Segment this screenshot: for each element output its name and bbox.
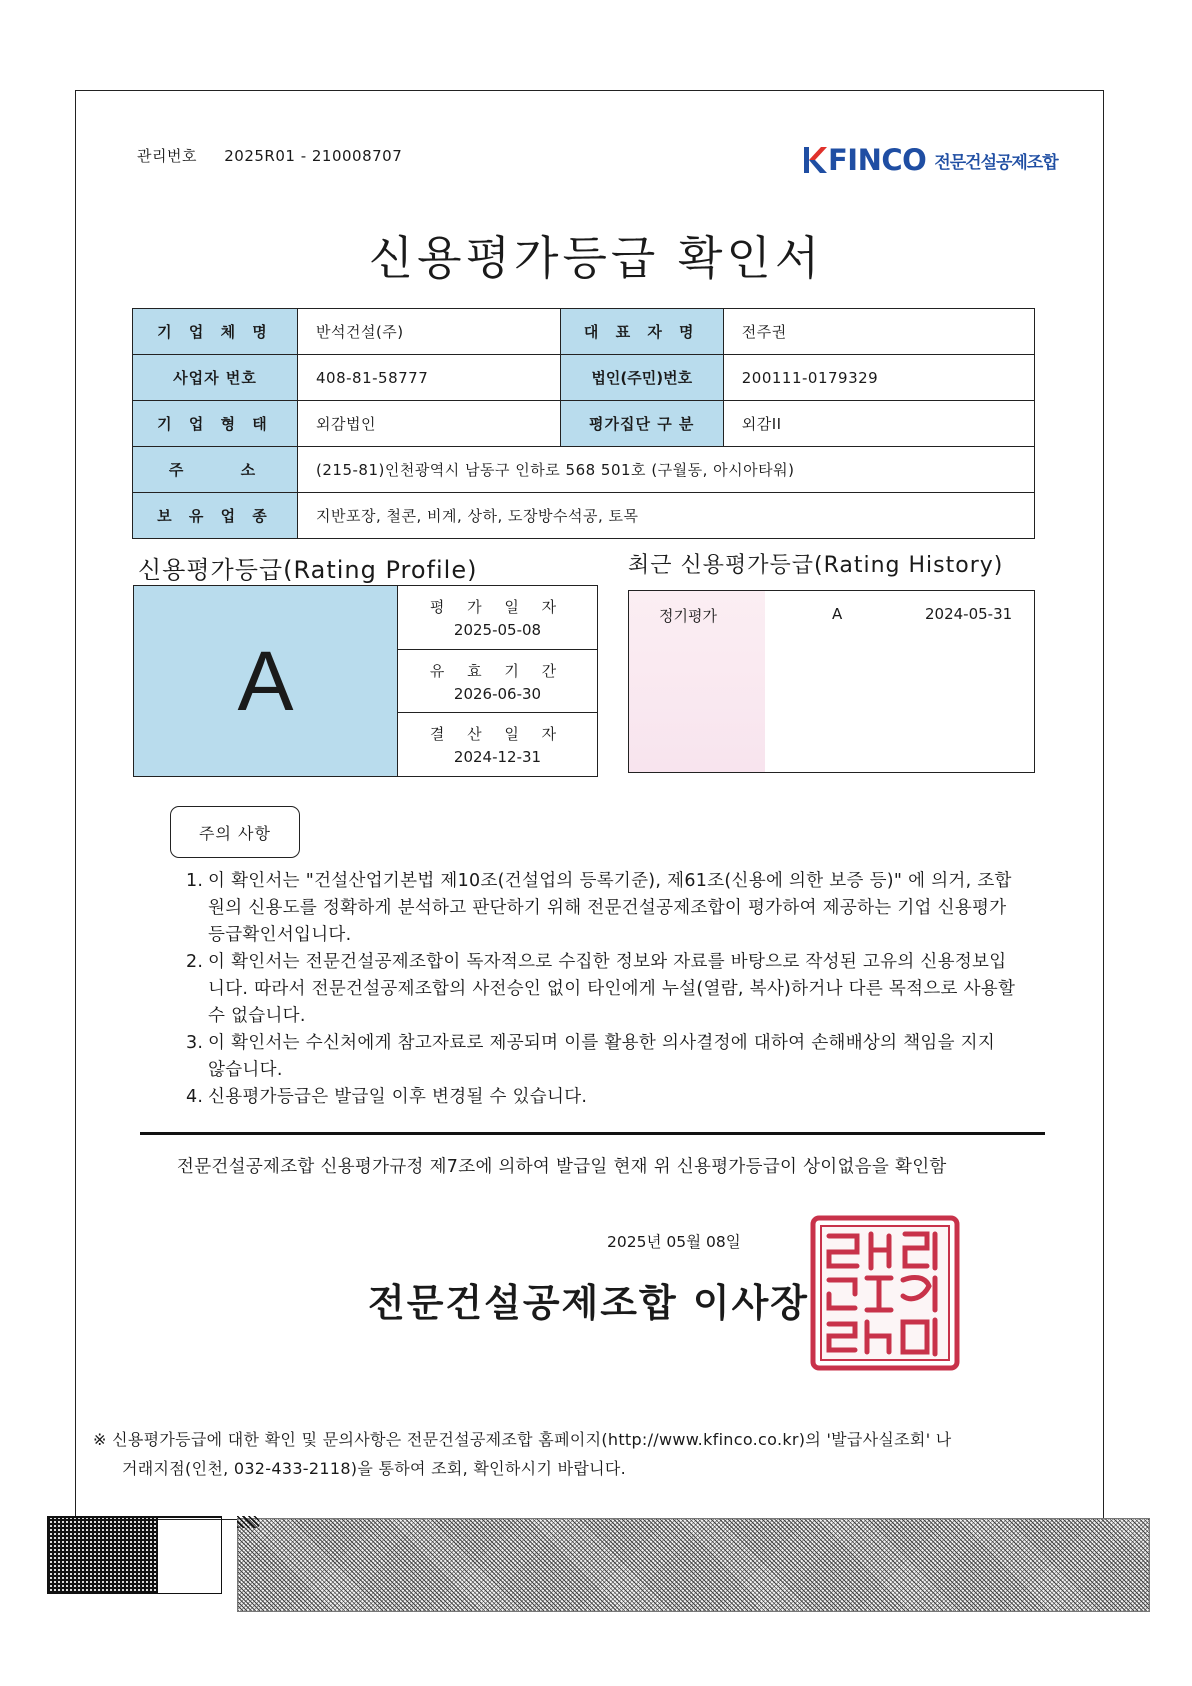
kfinco-logo [803,140,1058,180]
validity-value: 2026-06-30 [453,684,542,703]
qr-code-frame [157,1516,222,1594]
evaluation-date-value: 2025-05-08 [453,620,542,639]
company-info-table [132,308,1035,539]
official-seal-icon [809,1214,961,1372]
logo-brand-text: FINCO [828,143,927,177]
evaluation-date-cell [398,586,597,650]
notice-title: 주의 사항 [170,806,300,858]
rating-dates [398,586,597,776]
management-number-label: 관리번호 [137,147,197,165]
management-number-value: 2025R01 - 210008707 [224,147,403,165]
evaluation-group-value: 외감II [723,401,1034,447]
document-title: 신용평가등급 확인서 [368,231,824,285]
footer-line-1: ※ 신용평가등급에 대한 확인 및 문의사항은 전문건설공제조합 홈페이지(http://www.kfinco.co.kr)의 '발급사실조회' 나 [93,1430,952,1449]
footer-line-2: 거래지점(인천, 032-433-2118)을 통하여 조회, 확인하시기 바랍니다. [122,1459,626,1478]
corporate-number-label: 법인(주민)번호 [560,355,723,401]
table-row [133,355,1035,401]
validity-label: 유 효 기 간 [429,661,566,680]
company-name-value: 반석건설(주) [298,309,561,355]
corporate-number-value: 200111-0179329 [723,355,1034,401]
table-row [133,309,1035,355]
settlement-date-cell [398,713,597,776]
table-row [133,447,1035,493]
list-item [186,949,1016,1030]
list-item [186,1030,1016,1084]
notice-number: 3. [186,1033,204,1053]
evaluation-group-label: 평가집단 구 분 [560,401,723,447]
notice-list [186,868,1016,1111]
list-item [186,868,1016,949]
business-type-value: 지반포장, 철콘, 비계, 상하, 도장방수석공, 토목 [298,493,1035,539]
k-logo-icon [803,145,827,175]
footer-note [93,1425,1093,1483]
qr-code-top-rule [47,1516,222,1518]
settlement-date-label: 결 산 일 자 [429,725,566,744]
history-type: 정기평가 [659,607,717,625]
management-number [137,145,402,166]
company-name-label: 기 업 체 명 [133,309,298,355]
signer-name: 전문건설공제조합 이사장 [368,1281,810,1325]
notice-number: 1. [186,871,204,891]
evaluation-date-label: 평 가 일 자 [429,597,566,616]
address-value: (215-81)인천광역시 남동구 인하로 568 501호 (구월동, 아시아타워) [298,447,1035,493]
divider [140,1132,1045,1135]
business-number-value: 408-81-58777 [298,355,561,401]
history-date: 2024-05-31 [925,605,1013,623]
rating-profile-heading: 신용평가등급(Rating Profile) [138,556,478,584]
table-row [133,401,1035,447]
qr-code [47,1516,157,1594]
barcode-hatch-mark [237,1516,259,1528]
settlement-date-value: 2024-12-31 [453,748,542,767]
confirmation-text: 전문건설공제조합 신용평가규정 제7조에 의하여 발급일 현재 위 신용평가등급이 상이없음을 확인함 [177,1157,947,1177]
notice-text: 이 확인서는 수신처에게 참고자료로 제공되며 이를 활용한 의사결정에 대하여 손해배상의 책임을 지지 않습니다. [208,1033,996,1080]
notice-text: 이 확인서는 전문건설공제조합이 독자적으로 수집한 정보와 자료를 바탕으로 작성된 고유의 신용정보입니다. 따라서 전문건설공제조합의 사전승인 없이 타인에게 누설(열람, 복사)하거나 다른 목적으로 사용할 수 없습니다. [208,952,1016,1026]
validity-cell [398,650,597,714]
credit-grade: A [134,586,398,776]
company-type-label: 기 업 형 태 [133,401,298,447]
logo-org-text: 전문건설공제조합 [934,152,1058,173]
notice-number: 4. [186,1087,204,1107]
rating-history-box [628,590,1035,773]
rating-history-heading: 최근 신용평가등급(Rating History) [628,553,1004,578]
notice-text: 신용평가등급은 발급일 이후 변경될 수 있습니다. [208,1087,588,1107]
history-grade: A [832,605,843,623]
table-row [133,493,1035,539]
company-type-value: 외감법인 [298,401,561,447]
representative-label: 대 표 자 명 [560,309,723,355]
notice-number: 2. [186,952,204,972]
list-item [186,1084,1016,1111]
business-type-label: 보 유 업 종 [133,493,298,539]
business-number-label: 사업자 번호 [133,355,298,401]
rating-profile-box [133,585,598,777]
security-barcode [237,1518,1150,1612]
representative-value: 전주권 [723,309,1034,355]
address-label: 주 소 [133,447,298,493]
notice-text: 이 확인서는 "건설산업기본법 제10조(건설업의 등록기준), 제61조(신용에 의한 보증 등)" 에 의거, 조합원의 신용도를 정확하게 분석하고 판단하기 위해 전문건설공제조합이 평가하여 제공하는 기업 신용평가등급확인서입니다. [208,871,1012,945]
issue-date: 2025년 05월 08일 [607,1233,741,1251]
